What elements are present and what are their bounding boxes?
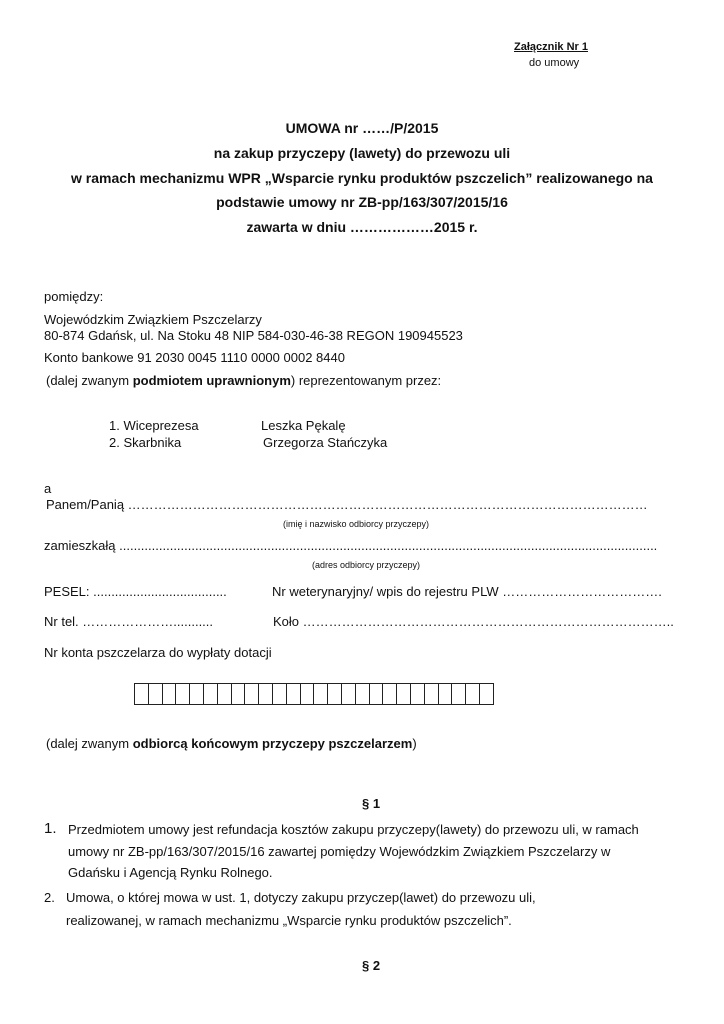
account-digit-box [175, 683, 190, 705]
annex-subtitle: do umowy [529, 57, 580, 69]
annex-title: Załącznik Nr 1 [514, 41, 588, 53]
account-digit-box [258, 683, 273, 705]
account-digit-box [355, 683, 370, 705]
account-digit-box [424, 683, 439, 705]
vet-number-field: Nr weterynaryjny/ wpis do rejestru PLW ………………………………. [272, 584, 662, 599]
account-digit-box [341, 683, 356, 705]
phone-field: Nr tel. …………………........... [44, 614, 214, 629]
contract-basis: podstawie umowy nr ZB-pp/163/307/2015/16 [216, 194, 508, 210]
section-2-heading: § 2 [362, 958, 381, 973]
rep-role-1: 1. Wiceprezesa [109, 418, 199, 433]
bank-account: Konto bankowe 91 2030 0045 1110 0000 0002 8440 [44, 350, 345, 365]
between-label: pomiędzy: [44, 289, 104, 304]
section-1-heading: § 1 [362, 796, 381, 811]
name-field: Panem/Panią ………………………………………………………………………………………………………… [46, 497, 648, 512]
contract-mechanism: w ramach mechanizmu WPR „Wsparcie rynku produktów pszczelich” realizowanego na [71, 170, 653, 186]
account-digit-box [244, 683, 259, 705]
account-digit-box [313, 683, 328, 705]
contract-date: zawarta w dniu ………………2015 r. [246, 219, 478, 235]
account-digit-box [438, 683, 453, 705]
account-digit-box [327, 683, 342, 705]
address-field: zamieszkałą ..................................................................................................................................................... [44, 538, 658, 553]
account-digit-box [465, 683, 480, 705]
name-hint: (imię i nazwisko odbiorcy przyczepy) [283, 519, 430, 529]
account-digit-box [231, 683, 246, 705]
account-digit-box [479, 683, 494, 705]
pesel-field: PESEL: ..................................... [44, 584, 227, 599]
account-digit-box [148, 683, 163, 705]
account-digit-box [162, 683, 177, 705]
account-digit-box [134, 683, 149, 705]
rep-name-2: Grzegorza Stańczyka [263, 435, 388, 450]
account-label: Nr konta pszczelarza do wypłaty dotacji [44, 645, 272, 660]
org-name: Wojewódzkim Związkiem Pszczelarzy [44, 312, 262, 327]
rep-role-2: 2. Skarbnika [109, 435, 182, 450]
org-address: 80-874 Gdańsk, ul. Na Stoku 48 NIP 584-030-46-38 REGON 190945523 [44, 328, 463, 343]
account-digit-box [286, 683, 301, 705]
final-recipient-clause: (dalej zwanym odbiorcą końcowym przyczepy pszczelarzem) [46, 736, 417, 751]
item-2-line-1: Umowa, o której mowa w ust. 1, dotyczy zakupu przyczep(lawet) do przewozu uli, [66, 890, 536, 905]
address-hint: (adres odbiorcy przyczepy) [312, 560, 421, 570]
account-digit-box [272, 683, 287, 705]
account-digit-box [396, 683, 411, 705]
club-field: Koło ………………………………………………………………………….. [273, 614, 674, 629]
account-number-boxes [134, 683, 494, 705]
item-1-number: 1. [44, 820, 57, 837]
and-label: a [44, 481, 52, 496]
item-1-line-3: Gdańsku i Agencją Rynku Rolnego. [68, 865, 273, 880]
contract-title: UMOWA nr ……/P/2015 [285, 120, 439, 136]
account-digit-box [217, 683, 232, 705]
account-digit-box [451, 683, 466, 705]
account-digit-box [189, 683, 204, 705]
account-digit-box [382, 683, 397, 705]
item-1-line-2: umowy nr ZB-pp/163/307/2015/16 zawartej pomiędzy Wojewódzkim Związkiem Pszczelarzy w [68, 844, 611, 859]
item-1-line-1: Przedmiotem umowy jest refundacja kosztów zakupu przyczepy(lawety) do przewozu uli, w ramach [68, 822, 639, 837]
account-digit-box [203, 683, 218, 705]
account-digit-box [410, 683, 425, 705]
contract-subject: na zakup przyczepy (lawety) do przewozu uli [213, 145, 511, 161]
account-digit-box [369, 683, 384, 705]
rep-name-1: Leszka Pękalę [261, 418, 346, 433]
account-digit-box [300, 683, 315, 705]
entitled-entity-clause: (dalej zwanym podmiotem uprawnionym) reprezentowanym przez: [46, 373, 442, 388]
item-2-number: 2. [44, 890, 55, 905]
item-2-line-2: realizowanej, w ramach mechanizmu „Wsparcie rynku produktów pszczelich”. [66, 913, 512, 928]
